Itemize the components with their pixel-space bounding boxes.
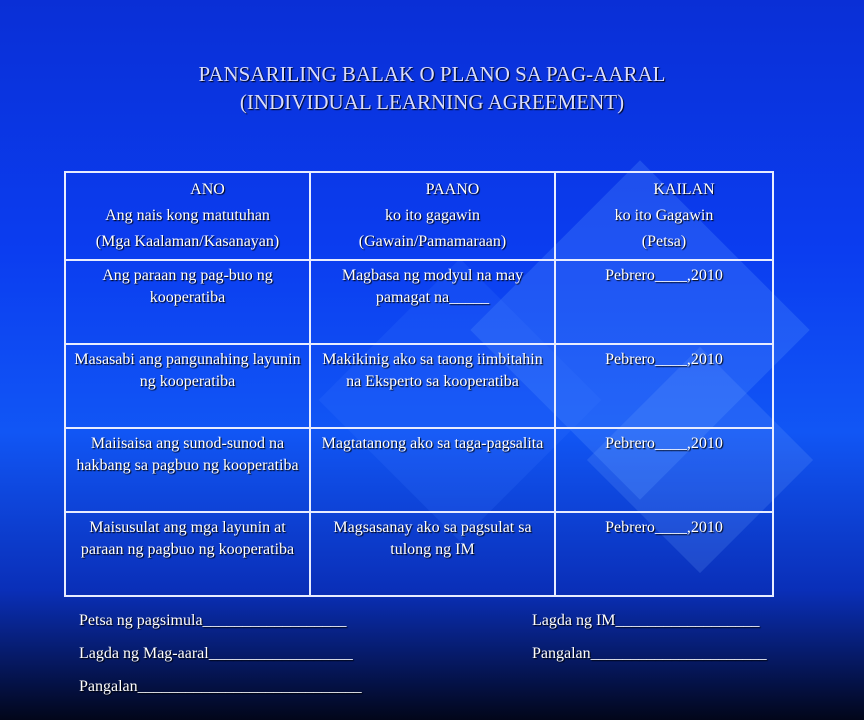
header-note: (Petsa) — [641, 233, 687, 250]
start-date-field: Petsa ng pagsimula__________________ — [79, 612, 347, 629]
im-name-field: Pangalan______________________ — [532, 645, 767, 662]
header-note: (Gawain/Pamamaraan) — [358, 233, 507, 250]
cell-kailan: Pebrero____,2010 — [555, 260, 773, 344]
header-subtitle: Ang nais kong matutuhan — [105, 207, 270, 224]
header-ano — [65, 172, 310, 260]
header-kailan — [555, 172, 773, 260]
header-title: KAILAN — [653, 181, 715, 198]
header-note: (Mga Kaalaman/Kasanayan) — [95, 233, 280, 250]
cell-paano: Magsasanay ako sa pagsulat sa tulong ng IM — [310, 512, 555, 596]
learning-agreement-table — [64, 171, 774, 597]
cell-paano: Makikinig ako sa taong iimbitahin na Eksperto sa kooperatiba — [310, 344, 555, 428]
table-row — [65, 344, 773, 428]
cell-kailan: Pebrero____,2010 — [555, 344, 773, 428]
header-title: ANO — [190, 181, 225, 198]
header-paano — [310, 172, 555, 260]
learner-name-field: Pangalan____________________________ — [79, 678, 362, 695]
header-subtitle: ko ito Gagawin — [614, 207, 714, 224]
cell-paano: Magtatanong ako sa taga-pagsalita — [310, 428, 555, 512]
header-title: PAANO — [425, 181, 480, 198]
page-title — [0, 60, 864, 116]
cell-kailan: Pebrero____,2010 — [555, 512, 773, 596]
cell-ano: Ang paraan ng pag-buo ng kooperatiba — [65, 260, 310, 344]
im-signature-field: Lagda ng IM__________________ — [532, 612, 760, 629]
table-row — [65, 428, 773, 512]
cell-ano: Maiisaisa ang sunod-sunod na hakbang sa pagbuo ng kooperatiba — [65, 428, 310, 512]
cell-ano: Masasabi ang pangunahing layunin ng kooperatiba — [65, 344, 310, 428]
learner-signature-field: Lagda ng Mag-aaral__________________ — [79, 645, 353, 662]
cell-paano: Magbasa ng modyul na may pamagat na_____ — [310, 260, 555, 344]
table-row — [65, 512, 773, 596]
header-subtitle: ko ito gagawin — [384, 207, 481, 224]
table-row — [65, 260, 773, 344]
cell-kailan: Pebrero____,2010 — [555, 428, 773, 512]
title-line-2: (INDIVIDUAL LEARNING AGREEMENT) — [239, 90, 625, 114]
cell-ano: Maisusulat ang mga layunin at paraan ng pagbuo ng kooperatiba — [65, 512, 310, 596]
table-header-row — [65, 172, 773, 260]
title-line-1: PANSARILING BALAK O PLANO SA PAG-AARAL — [198, 62, 666, 86]
